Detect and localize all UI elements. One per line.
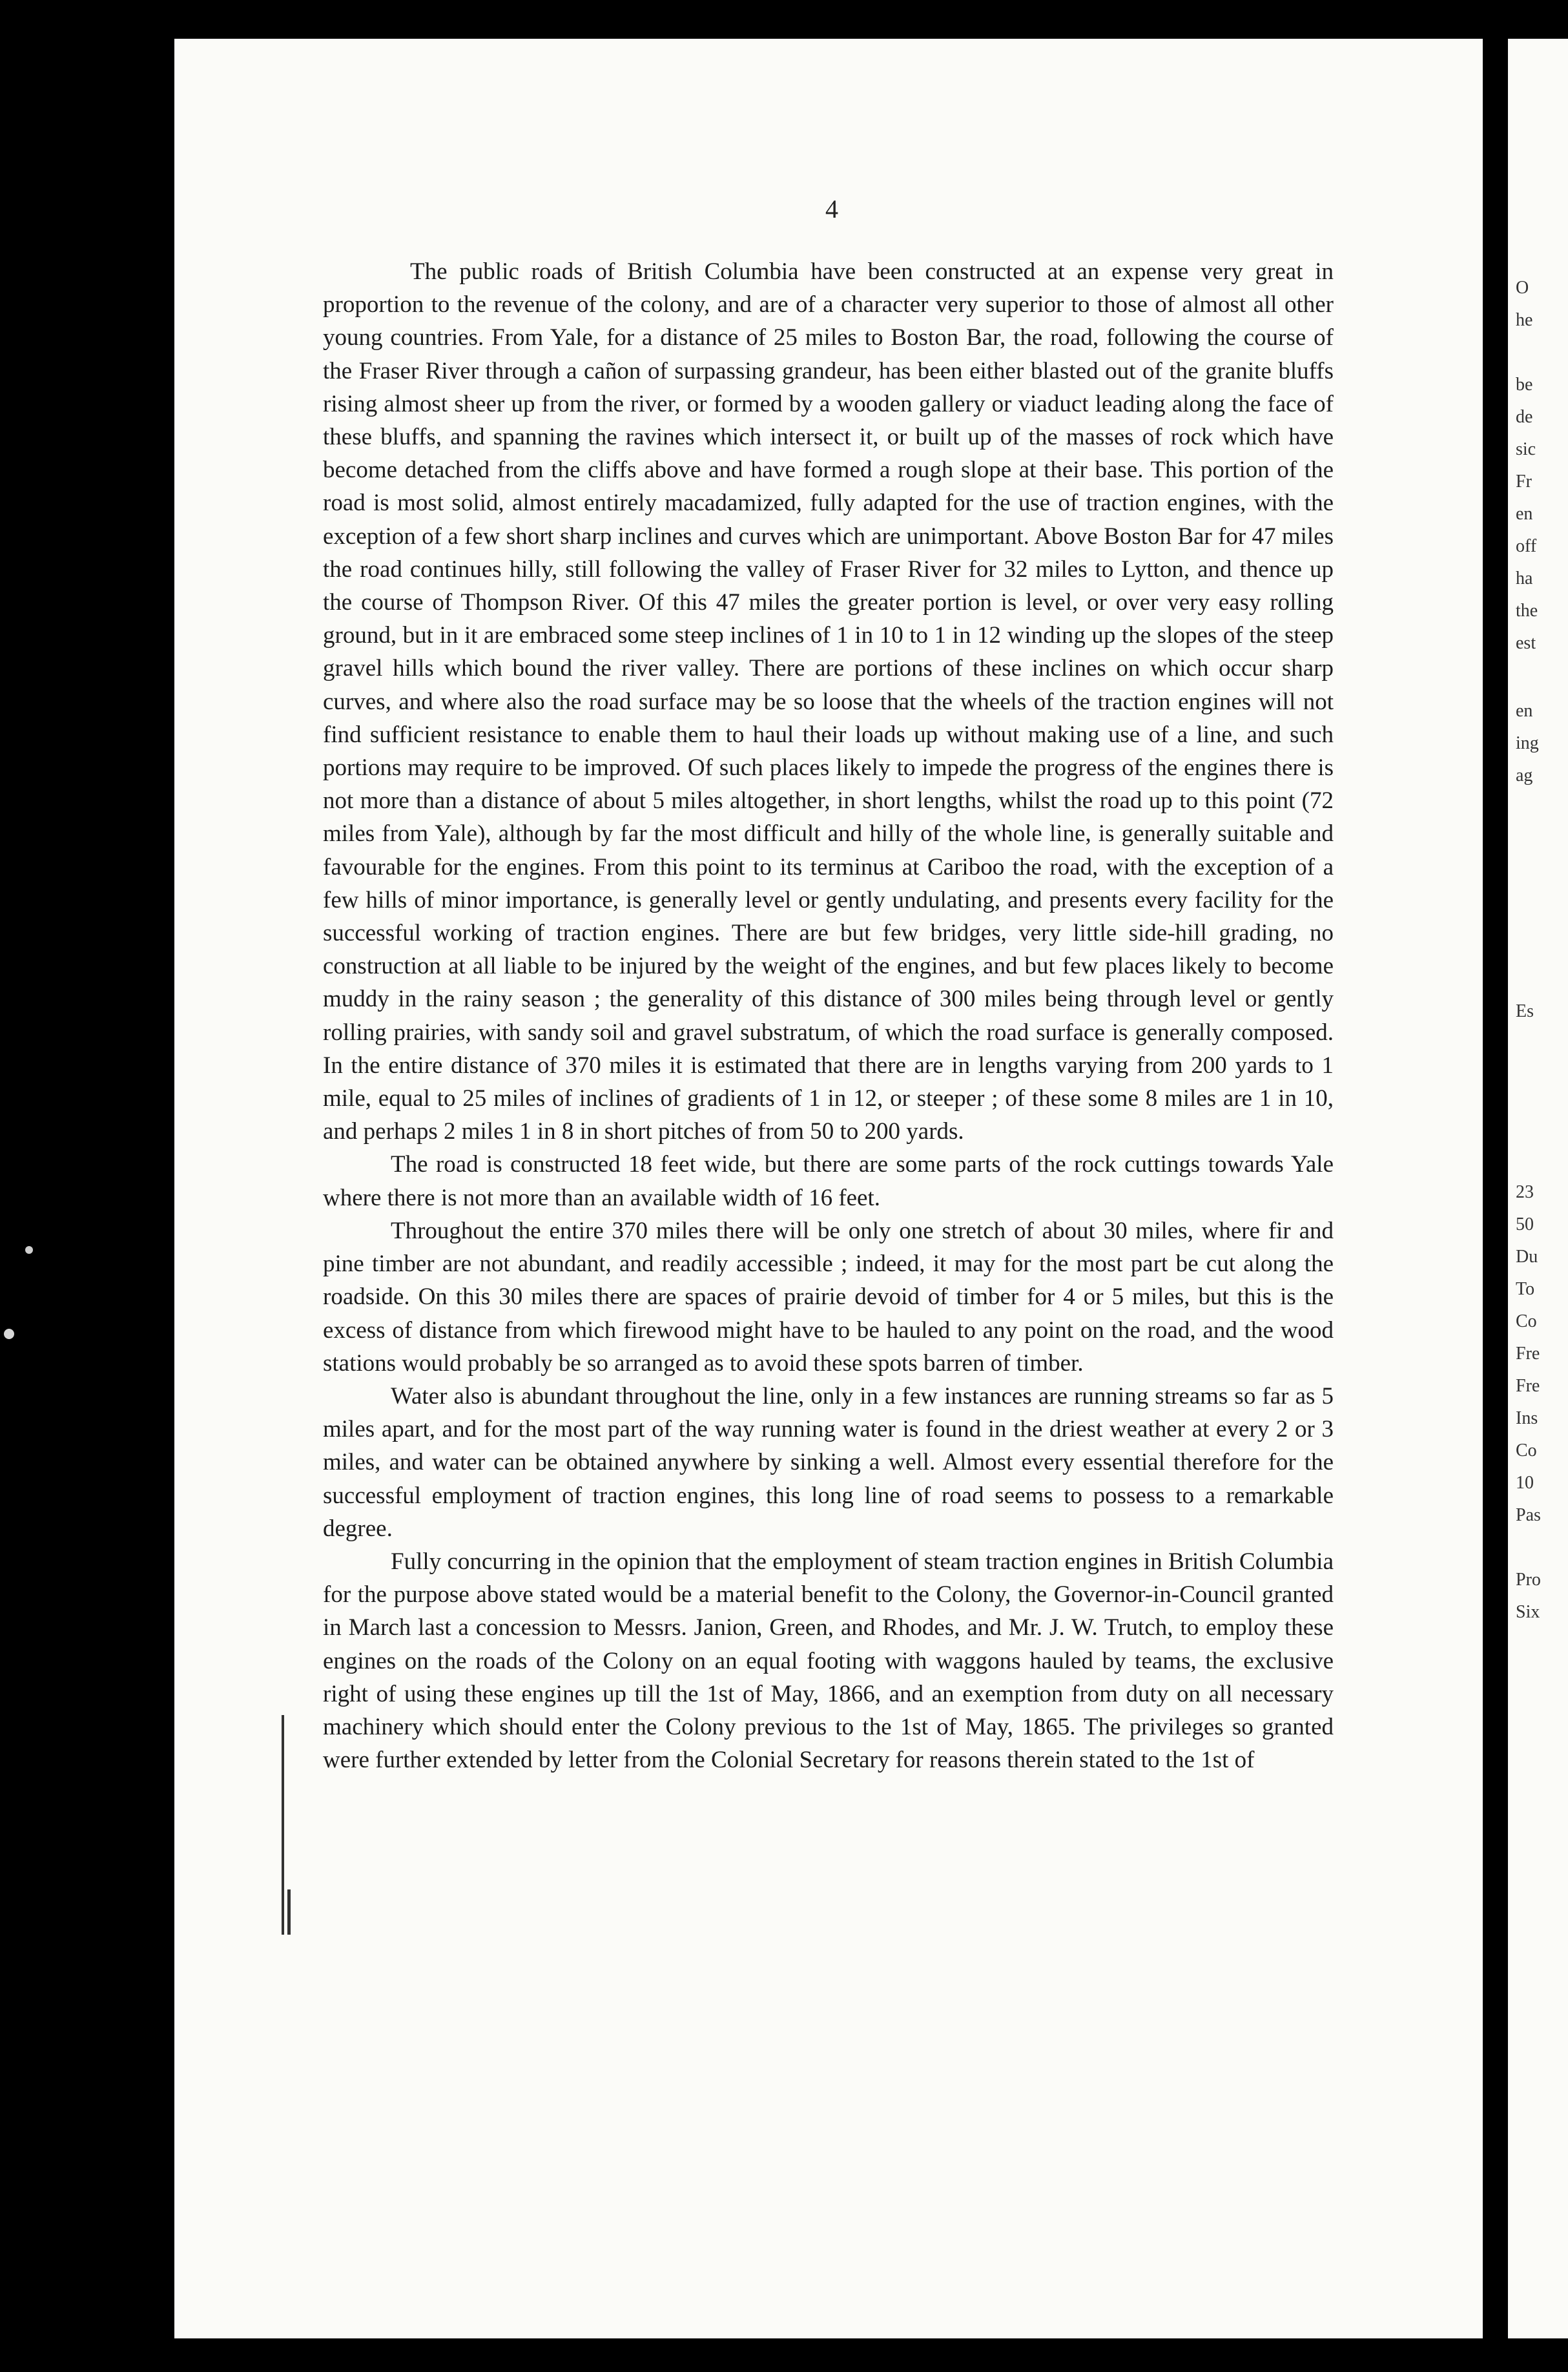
neighbor-fragment: 10: [1516, 1473, 1534, 1493]
neighbor-fragment: Pas: [1516, 1505, 1541, 1525]
neighbor-fragment: Ins: [1516, 1408, 1538, 1428]
neighbor-fragment: Co: [1516, 1441, 1537, 1461]
neighbor-fragment: Fr: [1516, 472, 1532, 492]
neighbor-fragment: ha: [1516, 568, 1533, 588]
paragraph: The road is constructed 18 feet wide, but there are some parts of the rock cuttings towards Yale where there is not more than an available width of 16 feet.: [323, 1151, 1334, 1211]
scan-speck: [25, 1246, 33, 1254]
neighbor-fragment: To: [1516, 1279, 1535, 1299]
neighbor-fragment: be: [1516, 375, 1533, 395]
neighbor-fragment: ing: [1516, 733, 1539, 753]
neighbor-fragment: the: [1516, 601, 1538, 621]
neighbor-fragment: Co: [1516, 1311, 1537, 1331]
scan-speck: [4, 1329, 14, 1339]
neighbor-fragment: Es: [1516, 1001, 1534, 1021]
paragraph: Throughout the entire 370 miles there will be only one stretch of about 30 miles, where fir and pine timber are not abundant, and readily accessible ; indeed, it may for the most part be cut along the roadside. On this 30 miles there are spaces of prairie devoid of timber for 4 or 5 miles, but this is the excess of distance from which firewood might have to be hauled to any point on the road, and the wood stations would probably be so arranged as to avoid these spots barren of timber.: [323, 1217, 1334, 1377]
paragraph: The public roads of British Columbia have been constructed at an expense very great in proportion to the revenue of the colony, and are of a character very superior to those of almost all other young countries. From Yale, for a distance of 25 miles to Boston Bar, the road, following the course of the Fraser River through a cañon of surpassing grandeur, has been either blasted out of the granite bluffs rising almost sheer up from the river, or formed by a wooden gallery or viaduct leading along the face of these bluffs, and spanning the ravines which intersect it, or built up of the masses of rock which have become detached from the cliffs above and have formed a rough slope at their base. This portion of the road is most solid, almost entirely macadamized, fully adapted for the use of traction engines, with the exception of a few short sharp inclines and curves which are unimportant. Above Boston Bar for 47 miles the road continues hilly, still following the valley of Fraser River for 32 miles to Lytton, and thence up the course of Thompson River. Of this 47 miles the greater portion is level, or over very easy rolling ground, but in it are embraced some steep inclines of 1 in 10 to 1 in 12 winding up the slopes of the steep gravel hills which bound the river valley. There are portions of these inclines on which occur sharp curves, and where also the road surface may be so loose that the wheels of the traction engines will not find sufficient resistance to enable them to haul their loads up without making use of a line, and such portions may require to be improved. Of such places likely to impede the progress of the engines there is not more than a distance of about 5 miles altogether, in short lengths, whilst the road up to this point (72 miles from Yale), although by far the most difficult and hilly of the whole line, is generally suitable and favourable for the engines. From this point to its terminus at Cariboo the road, with the exception of a few hills of minor importance, is generally level or gently undulating, and presents every facility for the successful working of traction engines. There are but few bridges, very little side-hill grading, no construction at all liable to be injured by the weight of the engines, and but few places likely to become muddy in the rainy season ; the generality of this distance of 300 miles being through level or gently rolling prairies, with sandy soil and gravel substratum, of which the road surface is generally composed. In the entire distance of 370 miles it is estimated that there are in lengths varying from 200 yards to 1 mile, equal to 25 miles of inclines of gradients of 1 in 12, or steeper ; of these some 8 miles are 1 in 10, and perhaps 2 miles 1 in 8 in short pitches of from 50 to 200 yards.: [323, 258, 1334, 1145]
neighbor-fragment: de: [1516, 407, 1533, 427]
neighbor-fragment: Fre: [1516, 1344, 1540, 1364]
neighbor-fragment: Pro: [1516, 1570, 1541, 1590]
paragraph: Fully concurring in the opinion that the employment of steam traction engines in British Columbia for the purpose above stated would be a material benefit to the Colony, the Governor-in-Council granted in March last a concession to Messrs. Janion, Green, and Rhodes, and Mr. J. W. Trutch, to employ these engines on the roads of the Colony on an equal footing with waggons hauled by teams, the exclusive right of using these engines up till the 1st of May, 1866, and an exemption from duty on all necessary machinery which should enter the Colony previous to the 1st of May, 1865. The privileges so granted were further extended by letter from the Colonial Secretary for reasons therein stated to the 1st of: [323, 1548, 1334, 1774]
neighbor-fragment: en: [1516, 504, 1533, 524]
page-number: 4: [825, 194, 838, 224]
paragraph: Water also is abundant throughout the line, only in a few instances are running streams so far as 5 miles apart, and for the most part of the way running water is found in the driest weather at every 2 or 3 miles, and water can be obtained anywhere by sinking a well. Almost every essential therefore for the successful employment of traction engines, this long line of road seems to possess to a remarkable degree.: [323, 1382, 1334, 1542]
neighbor-fragment: he: [1516, 310, 1533, 330]
neighbor-fragment: Six: [1516, 1602, 1540, 1622]
neighbor-fragment: ag: [1516, 765, 1533, 785]
neighbor-fragment: sic: [1516, 439, 1536, 459]
neighbor-fragment: 23: [1516, 1182, 1534, 1202]
neighbor-fragment: O: [1516, 278, 1529, 298]
neighbor-fragment: en: [1516, 701, 1533, 721]
neighbor-fragment: off: [1516, 536, 1537, 556]
neighbor-fragment: Fre: [1516, 1376, 1540, 1396]
neighbor-fragment: est: [1516, 633, 1536, 653]
neighbor-fragment: 50: [1516, 1214, 1534, 1234]
neighbor-fragment: Du: [1516, 1247, 1538, 1267]
